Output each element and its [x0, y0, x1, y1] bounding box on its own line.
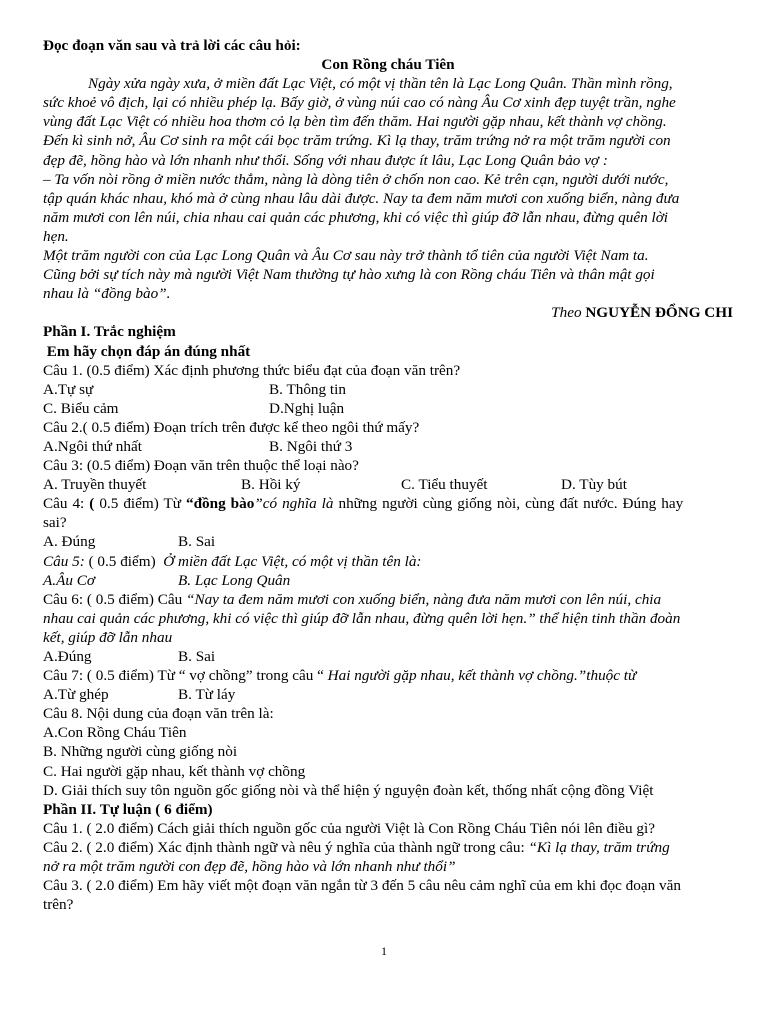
- question-7-options-row: [43, 685, 733, 704]
- question-5-rest: Ở miền đất Lạc Việt, có một vị thần tên là:: [163, 552, 422, 570]
- essay-question-2-quote: “Kì lạ thay, trăm trứng: [528, 838, 670, 856]
- story-line: đẹp đẽ, hồng hào và lớn nhanh như thổi. Sống với nhau được ít lâu, Lạc Long Quân bảo vợ :: [43, 151, 608, 169]
- question-5-prefix: Câu 5:: [43, 552, 85, 570]
- story-line: Ngày xửa ngày xưa, ở miền đất Lạc Việt, có một vị thần tên là Lạc Long Quân. Thần mình rồng,: [88, 75, 673, 93]
- question-6-quote: “Nay ta đem năm mươi con xuống biển, nàng đưa năm mươi con lên núi, chia: [186, 590, 662, 608]
- essay-question-2-prefix: Câu 2. ( 2.0 điểm) Xác định thành ngữ và nêu ý nghĩa của thành ngữ trong câu:: [43, 838, 529, 856]
- question-5-options-row: [43, 571, 733, 590]
- option-a: A.Ngôi thứ nhất: [43, 437, 142, 455]
- option-b: B. Những người cùng giống nòi: [43, 743, 238, 761]
- question-6-line3: kết, giúp đỡ lẫn nhau: [43, 628, 173, 646]
- question-3: Câu 3: (0.5 điểm) Đoạn văn trên thuộc thể loại nào?: [43, 457, 359, 475]
- source-prefix: Theo: [551, 304, 582, 322]
- question-5-score: ( 0.5 điểm): [84, 552, 164, 570]
- question-7: [43, 666, 733, 685]
- option-d: D. Tùy bút: [561, 476, 627, 494]
- option-d: D. Giải thích suy tôn nguồn gốc giống nòi và thể hiện ý nguyện đoàn kết, thống nhất cộng đồng Việt: [43, 781, 654, 799]
- story-line: Cũng bởi sự tích này mà người Việt Nam thường tự hào xưng là con Rồng cháu Tiên và thân mật gọi: [43, 266, 655, 284]
- question-4-score: 0.5 điểm) Từ: [94, 495, 186, 513]
- option-a: A.Từ ghép: [43, 686, 109, 704]
- question-4-prefix: Câu 4:: [43, 495, 90, 513]
- page-number: 1: [381, 944, 387, 958]
- question-1: Câu 1. (0.5 điểm) Xác định phương thức biểu đạt của đoạn văn trên?: [43, 361, 461, 379]
- essay-question-1: Câu 1. ( 2.0 điểm) Cách giải thích nguồn gốc của người Việt là Con Rồng Cháu Tiên nói lên điều gì?: [43, 819, 655, 837]
- option-b: B. Ngôi thứ 3: [269, 437, 353, 455]
- option-b: B. Hồi ký: [241, 476, 301, 494]
- story-passage: [43, 74, 733, 303]
- story-line: năm mươi con lên núi, chia nhau cai quản các phương, khi có việc thì giúp đỡ lẫn nhau, đừng quên lời: [43, 208, 669, 226]
- option-b: B. Thông tin: [269, 380, 346, 398]
- story-line: sức khoẻ vô địch, lại có nhiều phép lạ. Bấy giờ, ở vùng núi cao có nàng Âu Cơ xinh đẹp tuyệt trần, nghe: [43, 94, 676, 112]
- question-1-options-row: [43, 399, 733, 418]
- question-5: [43, 552, 733, 571]
- part1-instruction: Em hãy chọn đáp án đúng nhất: [43, 342, 251, 360]
- question-4-options-row: [43, 532, 733, 551]
- question-1-options-row: [43, 380, 733, 399]
- part1-title: Phần I. Trắc nghiệm: [43, 323, 176, 341]
- part2-title: Phần II. Tự luận ( 6 điểm): [43, 800, 213, 818]
- question-4-term: “đồng bào: [185, 495, 255, 513]
- essay-question-2-line1: [43, 838, 733, 857]
- essay-question-2-line2: nở ra một trăm người con đẹp đẽ, hồng hào và lớn nhanh như thổi”: [43, 858, 456, 876]
- question-4-term-rest: ”có nghĩa là: [254, 495, 334, 513]
- essay-question-3-line2: trên?: [43, 896, 74, 914]
- option-a: A.Âu Cơ: [43, 571, 95, 589]
- question-3-options-row: [43, 475, 733, 494]
- question-4: [43, 494, 733, 513]
- option-b: B. Lạc Long Quân: [178, 571, 291, 589]
- option-d: D.Nghị luận: [269, 399, 345, 417]
- story-line: nhau là “đồng bào”.: [43, 285, 171, 303]
- document-page: [43, 36, 733, 914]
- question-6-line2: nhau cai quản các phương, khi có việc thì giúp đỡ lẫn nhau, đừng quên lời hẹn.” thể hiện tinh thần đoàn: [43, 609, 681, 627]
- source-attribution: [43, 303, 733, 322]
- question-4-line2: sai?: [43, 514, 67, 532]
- option-a: A.Đúng: [43, 648, 92, 665]
- story-line: hẹn.: [43, 227, 69, 245]
- option-a: A.Con Rồng Cháu Tiên: [43, 724, 187, 742]
- option-a: A.Tự sự: [43, 380, 94, 398]
- option-a: A. Truyền thuyết: [43, 476, 147, 494]
- source-author: NGUYỄN ĐỔNG CHI: [585, 304, 733, 322]
- question-4-paren: (: [89, 495, 95, 513]
- intro-instruction: Đọc đoạn văn sau và trả lời các câu hỏi:: [43, 37, 301, 54]
- question-6-prefix: Câu 6: ( 0.5 điểm) Câu: [43, 590, 186, 608]
- question-2-options-row: [43, 437, 733, 456]
- option-c: C. Tiểu thuyết: [401, 476, 488, 494]
- option-b: B. Từ láy: [178, 686, 236, 704]
- option-c: C. Hai người gặp nhau, kết thành vợ chồng: [43, 762, 306, 780]
- story-title: Con Rồng cháu Tiên: [321, 56, 455, 74]
- option-c: C. Biểu cảm: [43, 399, 119, 417]
- question-7-prefix: Câu 7: ( 0.5 điểm) Từ “ vợ chồng” trong câu “: [43, 667, 328, 685]
- essay-question-3-line1: Câu 3. ( 2.0 điểm) Em hãy viết một đoạn văn ngắn từ 3 đến 5 câu nêu cảm nghĩ của em khi đọc đoạn văn: [43, 877, 681, 895]
- option-a: A. Đúng: [43, 533, 96, 551]
- question-8: Câu 8. Nội dung của đoạn văn trên là:: [43, 705, 274, 723]
- story-line: vùng đất Lạc Việt có nhiều hoa thơm cỏ lạ bèn tìm đến thăm. Hai người gặp nhau, kết thành vợ chồng.: [43, 113, 667, 131]
- question-2: Câu 2.( 0.5 điểm) Đoạn trích trên được kể theo ngôi thứ mấy?: [43, 418, 420, 436]
- option-b: B. Sai: [178, 533, 216, 551]
- option-b: B. Sai: [178, 648, 216, 665]
- question-6-options-row: [43, 647, 733, 666]
- story-line: Đến kì sinh nở, Âu Cơ sinh ra một cái bọc trăm trứng. Kì lạ thay, trăm trứng nở ra một trăm người con: [43, 132, 671, 150]
- story-line: – Ta vốn nòi rồng ở miền nước thẳm, nàng là dòng tiên ở chốn non cao. Kẻ trên cạn, người dưới nước,: [43, 170, 669, 188]
- question-4-rest: những người cùng giống nòi, cùng đất nước. Đúng hay: [333, 495, 684, 513]
- story-line: Một trăm người con của Lạc Long Quân và Âu Cơ sau này trở thành tổ tiên của người Việt Nam ta.: [43, 247, 649, 265]
- story-line: tập quán khác nhau, khó mà ở cùng nhau lâu dài được. Nay ta đem năm mươi con xuống biển, nàng đưa: [43, 189, 680, 207]
- question-6-line1: [43, 590, 733, 609]
- question-7-quote: Hai người gặp nhau, kết thành vợ chồng.”thuộc từ: [327, 667, 637, 685]
